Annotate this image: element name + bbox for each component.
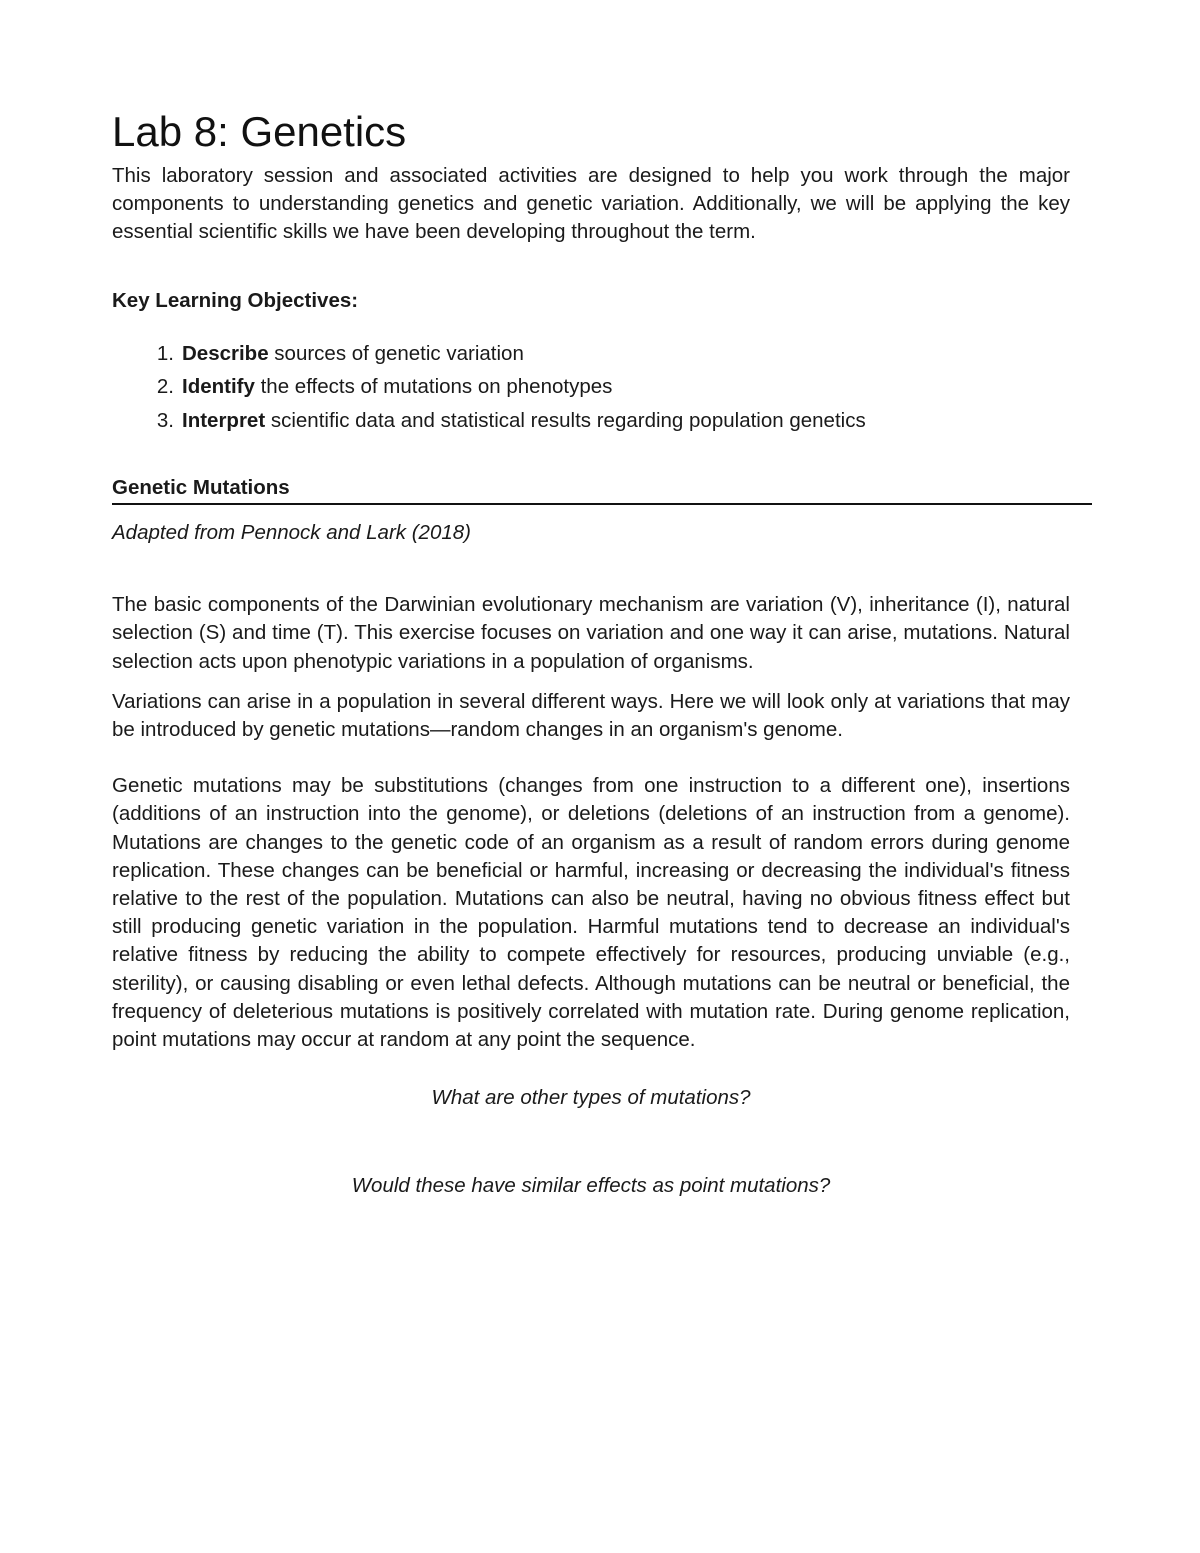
objective-verb: Describe — [182, 341, 269, 365]
objective-text: scientific data and statistical results regarding population genetics — [265, 408, 866, 432]
attribution-text: Adapted from Pennock and Lark (2018) — [112, 521, 471, 545]
objectives-list — [112, 337, 1070, 438]
objective-verb: Identify — [182, 375, 255, 399]
objective-number: 1. — [156, 341, 174, 365]
discussion-question: Would these have similar effects as point mutations? — [351, 1174, 831, 1198]
objective-item — [112, 404, 1070, 438]
body-paragraph: The basic components of the Darwinian evolutionary mechanism are variation (V), inheritance (I), natural selection (S) and time (T). This exercise focuses on variation and one way it can arise, mutations. Natural selection acts upon phenotypic variations in a population of organisms. — [112, 593, 1070, 673]
section-heading: Genetic Mutations — [112, 475, 1092, 505]
objective-item — [112, 337, 1070, 371]
objective-text-wrapper — [182, 370, 612, 404]
document-page — [112, 108, 1070, 1200]
objective-text: sources of genetic variation — [268, 341, 524, 365]
objective-number: 2. — [156, 375, 174, 399]
page-title: Lab 8: Genetics — [112, 108, 407, 155]
intro-paragraph: This laboratory session and associated activities are designed to help you work through the major components to understanding genetics and genetic variation. Additionally, we will be applying the key essential scientific skills we have been developing throughout the term. — [112, 164, 1070, 244]
objective-text-wrapper — [182, 337, 524, 371]
objective-text-wrapper — [182, 404, 866, 438]
objective-text: the effects of mutations on phenotypes — [254, 375, 613, 399]
objective-item — [112, 370, 1070, 404]
objectives-heading: Key Learning Objectives: — [112, 288, 359, 312]
discussion-question: What are other types of mutations? — [431, 1086, 751, 1110]
objective-number: 3. — [156, 408, 174, 432]
objective-verb: Interpret — [182, 408, 266, 432]
body-paragraph: Variations can arise in a population in several different ways. Here we will look only at variations that may be introduced by genetic mutations—random changes in an organism's genome. — [112, 689, 1070, 741]
body-paragraph: Genetic mutations may be substitutions (changes from one instruction to a different one), insertions (additions of an instruction into the genome), or deletions (deletions of an instruction from a genome). Mutations are changes to the genetic code of an organism as a result of random errors during genome replication. These changes can be beneficial or harmful, increasing or decreasing the individual's fitness relative to the rest of the population. Mutations can also be neutral, having no obvious fitness effect but still producing genetic variation in the population. Harmful mutations tend to decrease an individual's relative fitness by reducing the ability to compete effectively for resources, producing unviable (e.g., sterility), or causing disabling or even lethal defects. Although mutations can be neutral or beneficial, the frequency of deleterious mutations is positively correlated with mutation rate. During genome replication, point mutations may occur at random at any point the sequence. — [112, 774, 1070, 1051]
